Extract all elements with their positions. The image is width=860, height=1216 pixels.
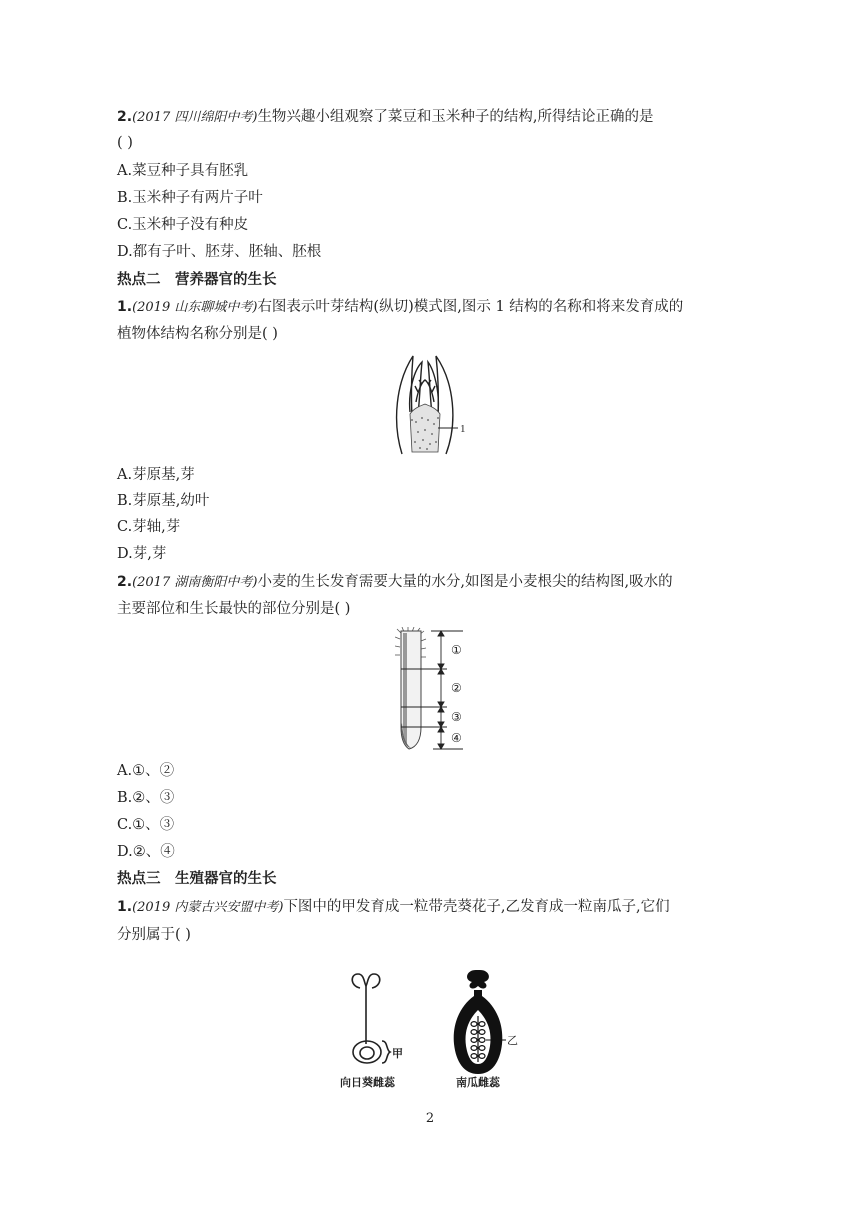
question-source: (2019 内蒙古兴安盟中考) <box>132 900 284 915</box>
zone-label-1: ① <box>451 643 462 657</box>
question-text-cont: 分别属于( ) <box>117 927 191 943</box>
question-source: (2017 湖南衡阳中考) <box>132 575 258 590</box>
question-number: 1. <box>117 299 133 315</box>
pumpkin-pistil <box>454 970 506 1074</box>
question-number: 1. <box>117 899 133 915</box>
question-2-seed-stem <box>117 107 654 128</box>
sunflower-pistil <box>352 974 390 1063</box>
option-d: D.芽,芽 <box>117 546 167 562</box>
option-a: A.芽原基,芽 <box>117 467 195 483</box>
caption-pumpkin: 南瓜雌蕊 <box>456 1076 500 1089</box>
question-1-bud-stem <box>117 297 683 318</box>
option-c: C.玉米种子没有种皮 <box>117 217 249 233</box>
option-c: C.芽轴,芽 <box>117 519 181 535</box>
section-heading: 热点二 营养器官的生长 <box>117 272 277 288</box>
question-number: 2. <box>117 574 133 590</box>
zone-label-4: ④ <box>451 731 462 745</box>
option-d: D.都有子叶、胚芽、胚轴、胚根 <box>117 244 322 260</box>
label-yi: 乙 <box>507 1034 518 1047</box>
question-1-pistil-stem <box>117 897 670 918</box>
question-2-root-stem <box>117 572 673 593</box>
caption-sunflower: 向日葵雌蕊 <box>340 1076 395 1089</box>
option-b: B.芽原基,幼叶 <box>117 493 210 509</box>
question-text-cont: 植物体结构名称分别是( ) <box>117 326 278 342</box>
question-text: 右图表示叶芽结构(纵切)模式图,图示 1 结构的名称和将来发育成的 <box>257 299 684 315</box>
question-number: 2. <box>117 109 133 125</box>
label-jia: 甲 <box>392 1047 403 1060</box>
page-number: 2 <box>425 1111 435 1126</box>
pistil-figure <box>336 966 536 1094</box>
question-text: 小麦的生长发育需要大量的水分,如图是小麦根尖的结构图,吸水的 <box>257 574 673 590</box>
option-d: D.②、④ <box>117 844 175 860</box>
zone-label-2: ② <box>451 681 462 695</box>
question-text-cont: 主要部位和生长最快的部位分别是( ) <box>117 601 351 617</box>
question-source: (2019 山东聊城中考) <box>132 300 258 315</box>
option-a: A.①、② <box>117 763 175 779</box>
question-text: 下图中的甲发育成一粒带壳葵花子,乙发育成一粒南瓜子,它们 <box>283 899 670 915</box>
option-c: C.①、③ <box>117 817 175 833</box>
root-tip-figure <box>395 627 495 753</box>
question-text: 生物兴趣小组观察了菜豆和玉米种子的结构,所得结论正确的是 <box>257 109 654 125</box>
option-b: B.②、③ <box>117 790 175 806</box>
figure-label-1: 1 <box>460 423 466 435</box>
option-b: B.玉米种子有两片子叶 <box>117 190 263 206</box>
question-source: (2017 四川绵阳中考) <box>132 110 258 125</box>
zone-label-3: ③ <box>451 710 462 724</box>
option-a: A.菜豆种子具有胚乳 <box>117 163 249 179</box>
leaf-bud-figure <box>388 352 478 458</box>
answer-blank: ( ) <box>117 135 133 151</box>
section-heading: 热点三 生殖器官的生长 <box>117 871 277 887</box>
